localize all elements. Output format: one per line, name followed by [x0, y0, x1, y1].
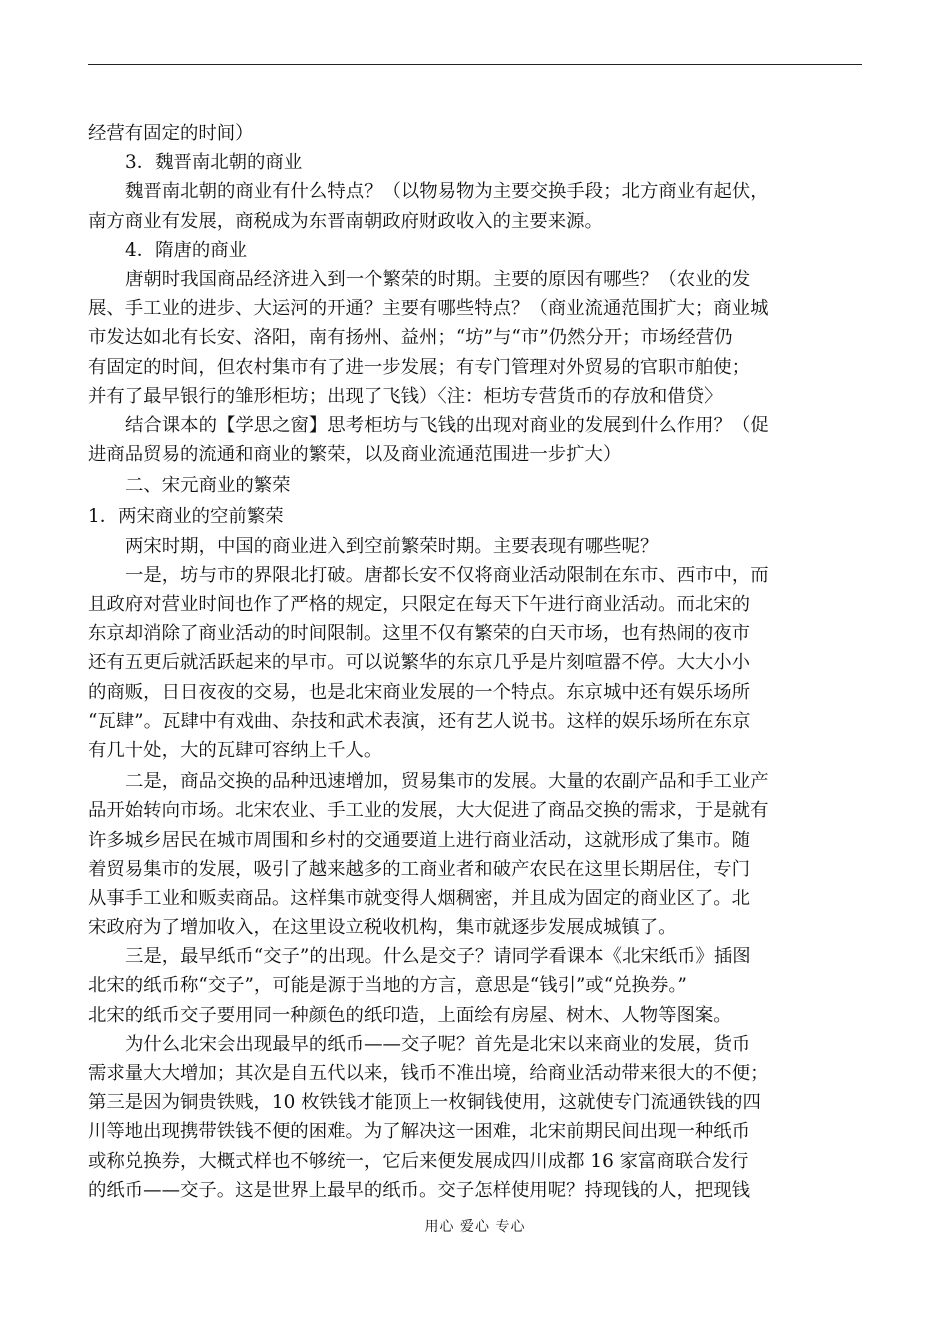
text-line: 或称兑换券，大概式样也不够统一，它后来便发展成四川成都 16 家富商联合发行 [88, 1150, 749, 1172]
text-line: 有固定的时间，但农村集市有了进一步发展；有专门管理对外贸易的官职市舶使； [88, 356, 751, 378]
text-line: 结合课本的【学思之窗】思考柜坊与飞钱的出现对商业的发展到什么作用？（促 [125, 414, 769, 436]
text-line: 宋政府为了增加收入，在这里设立税收机构，集市就逐步发展成城镇了。 [88, 917, 677, 939]
text-line: 一是，坊与市的界限北打破。唐都长安不仅将商业活动限制在东市、西市中，而 [125, 564, 769, 586]
text-line: 3．魏晋南北朝的商业 [125, 152, 303, 174]
text-line: 品开始转向市场。北宋农业、手工业的发展，大大促进了商品交换的需求，于是就有 [88, 800, 769, 822]
text-line: 川等地出现携带铁钱不便的困难。为了解决这一困难，北宋前期民间出现一种纸币 [88, 1121, 751, 1143]
text-line: 东京却消除了商业活动的时间限制。这里不仅有繁荣的白天市场，也有热闹的夜市 [88, 623, 751, 645]
text-line: 南方商业有发展，商税成为东晋南朝政府财政收入的主要来源。 [88, 210, 603, 232]
text-line: 魏晋南北朝的商业有什么特点？（以物易物为主要交换手段；北方商业有起伏， [125, 181, 769, 203]
document-body [88, 119, 864, 1205]
text-line: 还有五更后就活跃起来的早市。可以说繁华的东京几乎是片刻喧嚣不停。大大小小 [88, 652, 751, 674]
text-line: 的纸币——交子。这是世界上最早的纸币。交子怎样使用呢？持现钱的人，把现钱 [88, 1179, 751, 1201]
text-line: 许多城乡居民在城市周围和乡村的交通要道上进行商业活动，这就形成了集市。随 [88, 829, 751, 851]
text-line: 市发达如北有长安、洛阳，南有扬州、益州；“坊”与“市”仍然分开；市场经营仍 [88, 327, 733, 349]
text-line: 唐朝时我国商品经济进入到一个繁荣的时期。主要的原因有哪些？（农业的发 [125, 268, 751, 290]
text-line: 三是，最早纸币“交子”的出现。什么是交子？请同学看课本《北宋纸币》插图 [125, 946, 751, 968]
text-line: 且政府对营业时间也作了严格的规定，只限定在每天下午进行商业活动。而北宋的 [88, 594, 751, 615]
header-rule [88, 64, 862, 65]
text-line: 经营有固定的时间） [88, 123, 254, 144]
text-line: 二是，商品交换的品种迅速增加，贸易集市的发展。大量的农副产品和手工业产 [125, 771, 769, 793]
text-line: 4．隋唐的商业 [125, 239, 248, 261]
text-line: 并有了最早银行的雏形柜坊；出现了飞钱）〈注：柜坊专营货币的存放和借贷〉 [88, 385, 723, 407]
text-line: 第三是因为铜贵铁贱，10 枚铁钱才能顶上一枚铜钱使用，这就使专门流通铁钱的四 [88, 1092, 761, 1114]
text-line: 的商贩，日日夜夜的交易，也是北宋商业发展的一个特点。东京城中还有娱乐场所 [88, 681, 751, 703]
text-line: 需求量大大增加；其次是自五代以来，钱币不准出境，给商业活动带来很大的不便； [88, 1063, 769, 1084]
text-line: 有几十处，大的瓦肆可容纳上千人。 [88, 739, 383, 761]
text-line: “瓦肆”。瓦肆中有戏曲、杂技和武术表演，还有艺人说书。这样的娱乐场所在东京 [88, 710, 751, 732]
text-line: 二、宋元商业的繁荣 [125, 475, 291, 497]
text-line: 展、手工业的进步、大运河的开通？主要有哪些特点？（商业流通范围扩大；商业城 [88, 298, 769, 320]
text-line: 进商品贸易的流通和商业的繁荣，以及商业流通范围进一步扩大） [88, 444, 622, 466]
text-line: 两宋时期，中国的商业进入到空前繁荣时期。主要表现有哪些呢？ [125, 535, 659, 557]
page-footer: 用心 爱心 专心 [424, 1219, 526, 1235]
text-line: 为什么北宋会出现最早的纸币——交子呢？首先是北宋以来商业的发展，货币 [125, 1033, 751, 1055]
text-line: 北宋的纸币称“交子”，可能是源于当地的方言，意思是“钱引”或“兑换券。” [88, 975, 687, 997]
text-line: 着贸易集市的发展，吸引了越来越多的工商业者和破产农民在这里长期居住，专门 [88, 858, 751, 880]
text-line: 1．两宋商业的空前繁荣 [88, 506, 284, 528]
text-line: 北宋的纸币交子要用同一种颜色的纸印造，上面绘有房屋、树木、人物等图案。 [88, 1004, 732, 1026]
text-line: 从事手工业和贩卖商品。这样集市就变得人烟稠密，并且成为固定的商业区了。北 [88, 887, 751, 909]
